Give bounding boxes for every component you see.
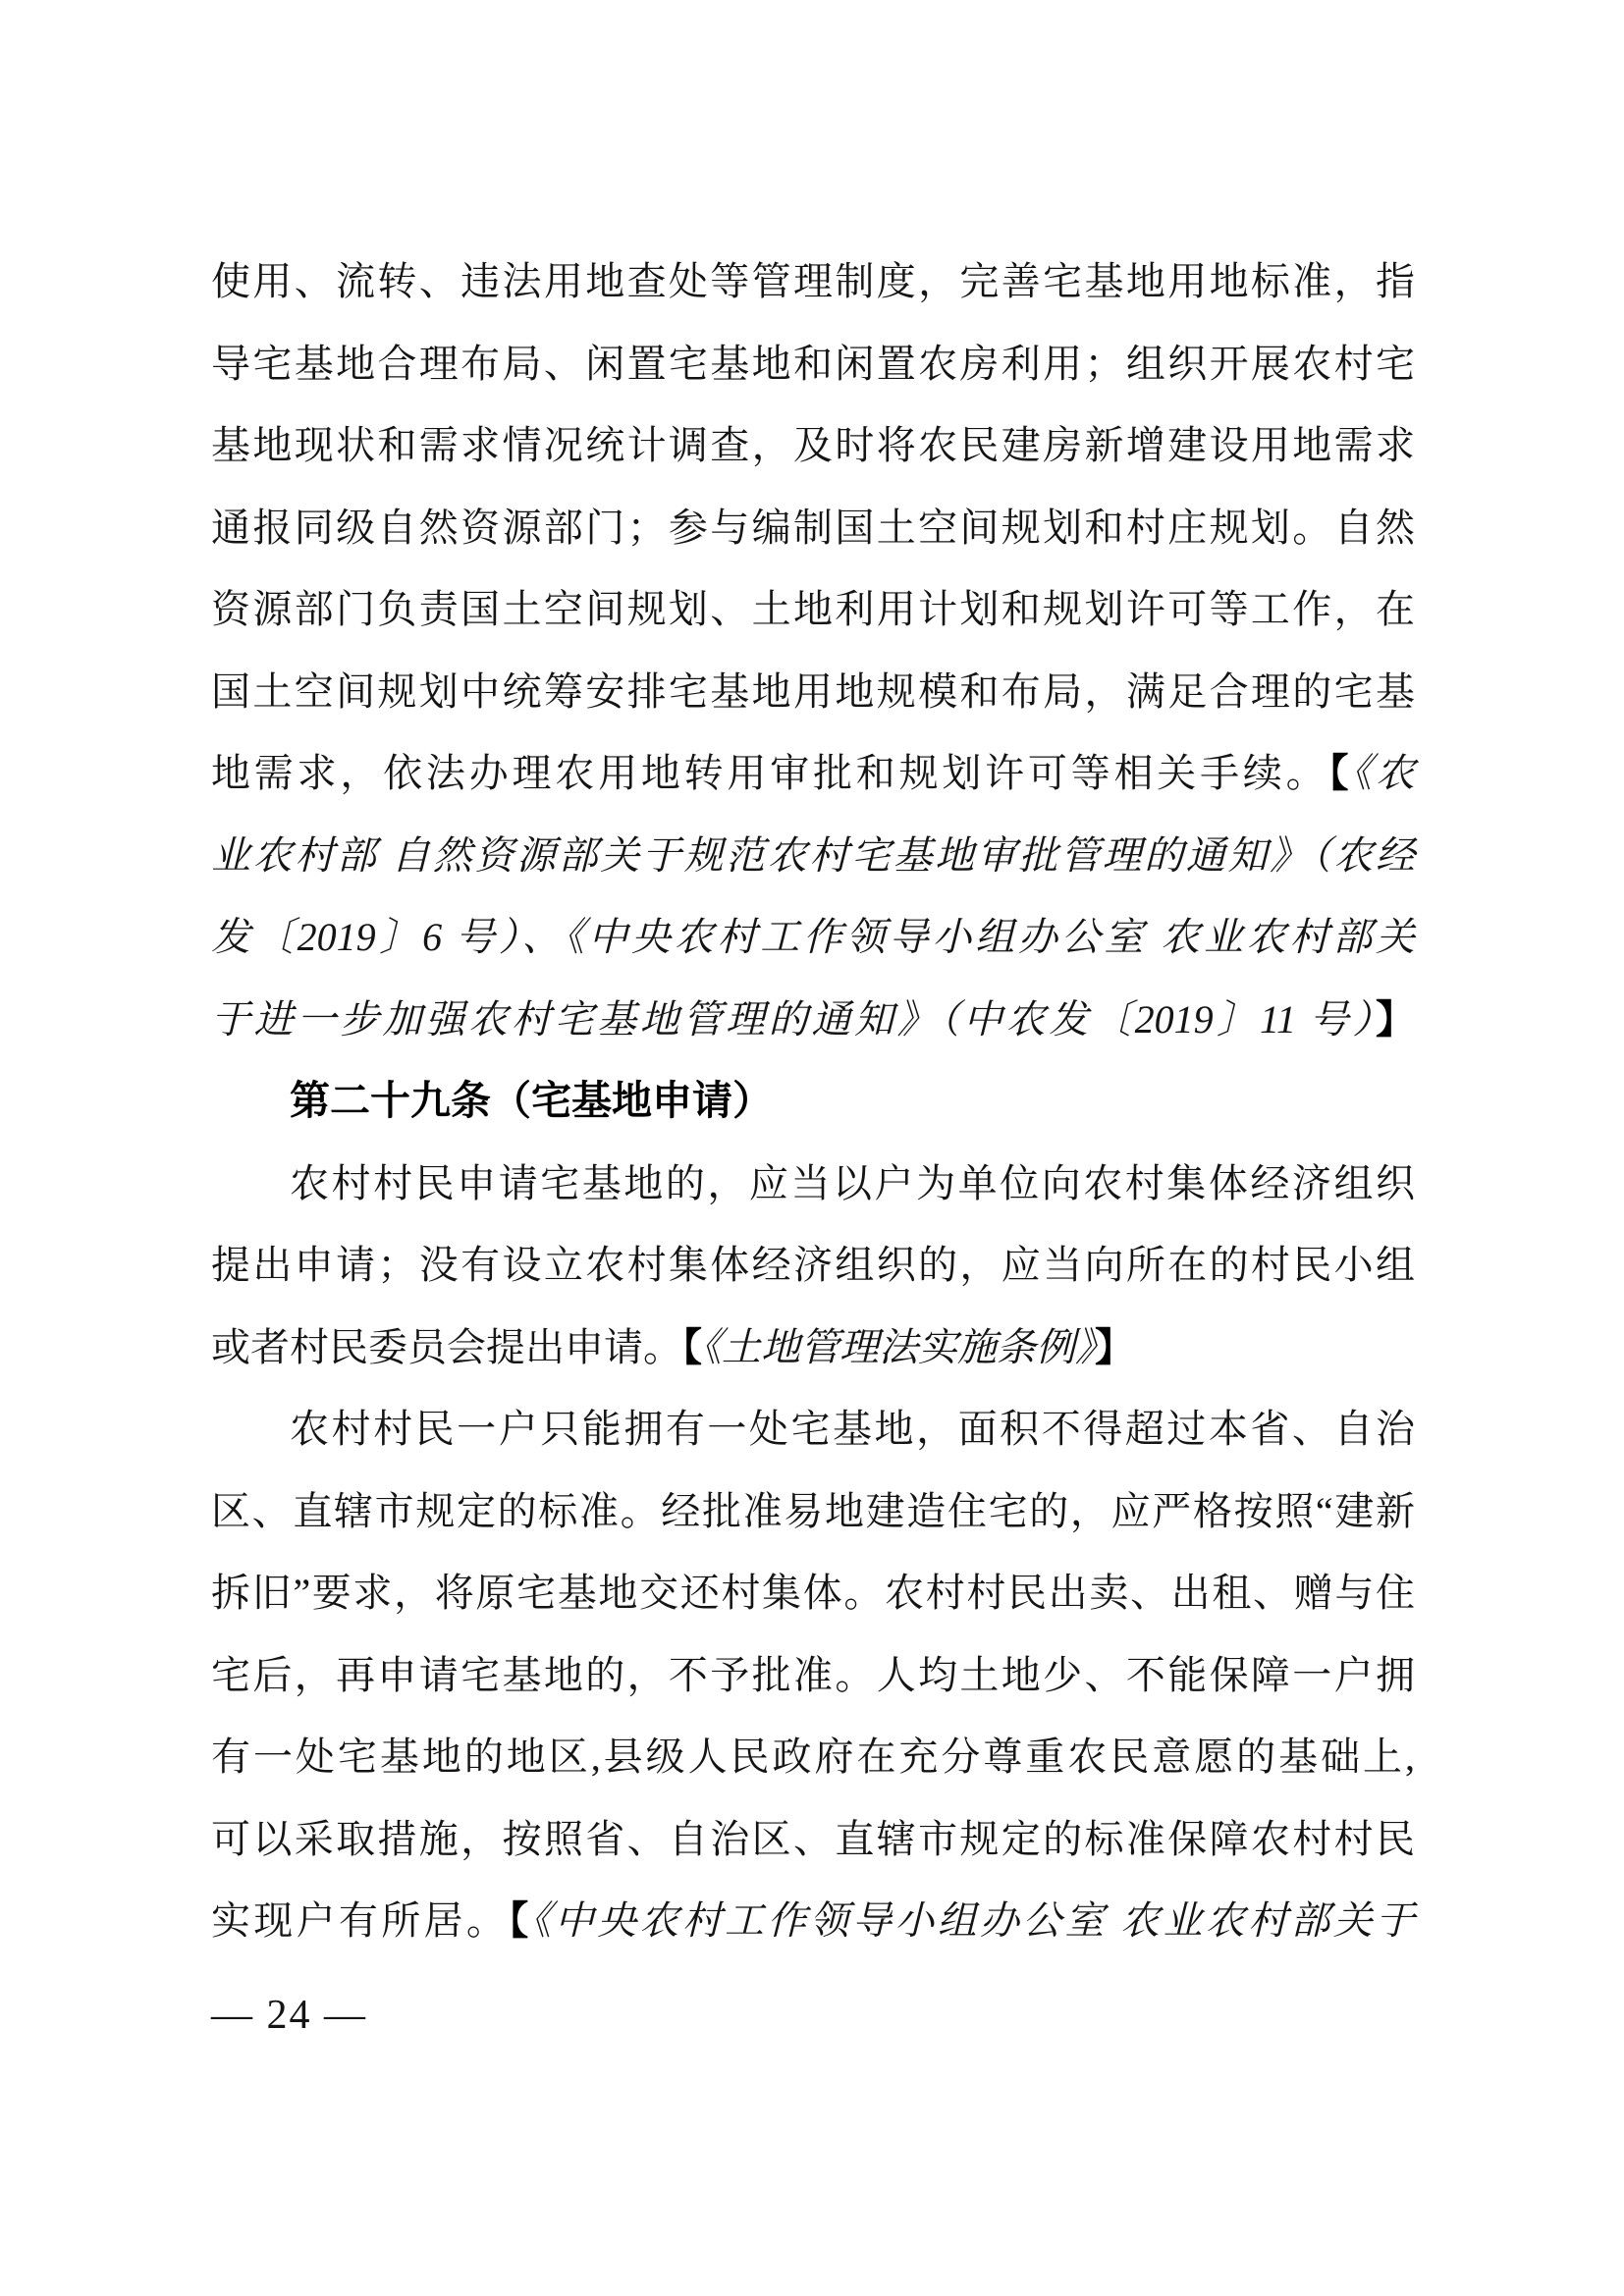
text-line [211, 568, 1415, 651]
body-text: 资源部门负责国土空间规划、土地利用计划和规划许可等工作，在 [211, 587, 1415, 631]
citation-bracket: 】 [1095, 1324, 1134, 1369]
text-line [211, 1307, 1415, 1389]
citation-text: 业农村部 自然资源部关于规范农村宅基地审批管理的通知》（农经 [211, 832, 1415, 878]
body-text: 实现户有所居。 [211, 1898, 510, 1943]
text-line [211, 1143, 1415, 1225]
body-text: 区、直辖市规定的标准。经批准易地建造住宅的，应严格按照“建新 [211, 1488, 1415, 1533]
body-text: 国土空间规划中统筹安排宅基地用地规模和布局，满足合理的宅基 [211, 668, 1415, 714]
text-line [211, 404, 1415, 487]
text-line [211, 1798, 1415, 1881]
citation-text: 《中央农村工作领导小组办公室 农业农村部关于 [531, 1898, 1416, 1943]
body-text: 拆旧”要求，将原宅基地交还村集体。农村村民出卖、出租、赠与住 [211, 1571, 1415, 1615]
body-text: 使用、流转、违法用地查处等管理制度，完善宅基地用地标准，指 [211, 259, 1415, 303]
body-text: 导宅基地合理布局、闲置宅基地和闲置农房利用；组织开展农村宅 [211, 341, 1415, 386]
citation-bracket: 【 [682, 1324, 702, 1369]
body-text: 有一处宅基地的地区,县级人民政府在充分尊重农民意愿的基础上, [211, 1735, 1415, 1779]
body-text: 第二十九条（宅基地申请） [290, 1078, 773, 1123]
text-line [211, 1716, 1415, 1798]
text-line [211, 1880, 1415, 1962]
body-text: 地需求，依法办理农用地转用审批和规划许可等相关手续。 [211, 751, 1329, 795]
body-text: 提出申请；没有设立农村集体经济组织的，应当向所在的村民小组 [211, 1243, 1415, 1287]
text-line [211, 815, 1415, 897]
page-number: — 24 — [211, 1993, 367, 2038]
document-body [211, 240, 1415, 1962]
text-line [211, 240, 1415, 323]
article-heading [211, 1060, 1415, 1143]
text-line [211, 487, 1415, 569]
citation-text: 于进一步加强农村宅基地管理的通知》（中农发〔2019〕11 号） [211, 996, 1376, 1041]
citation-bracket: 【 [1328, 751, 1353, 795]
text-line [211, 1224, 1415, 1307]
citation-text: 《农 [1352, 751, 1416, 795]
citation-bracket: 】 [1376, 996, 1415, 1041]
citation-text: 《土地管理法实施条例》 [702, 1324, 1095, 1369]
text-line [211, 323, 1415, 405]
text-line [211, 1470, 1415, 1553]
body-text: 可以采取措施，按照省、自治区、直辖市规定的标准保障农村村民 [211, 1816, 1415, 1861]
body-text: 宅后，再申请宅基地的，不予批准。人均土地少、不能保障一户拥 [211, 1652, 1415, 1697]
text-line [211, 1388, 1415, 1470]
text-line [211, 896, 1415, 979]
text-line [211, 979, 1415, 1061]
citation-bracket: 【 [509, 1898, 532, 1943]
text-line [211, 1634, 1415, 1717]
body-text: 或者村民委员会提出申请。 [211, 1324, 682, 1369]
body-text: 基地现状和需求情况统计调查，及时将农民建房新增建设用地需求 [211, 423, 1415, 467]
body-text: 通报同级自然资源部门；参与编制国土空间规划和村庄规划。自然 [211, 505, 1415, 550]
text-line [211, 732, 1415, 815]
body-text: 农村村民一户只能拥有一处宅基地，面积不得超过本省、自治 [290, 1407, 1415, 1451]
body-text: 农村村民申请宅基地的，应当以户为单位向农村集体经济组织 [290, 1160, 1415, 1205]
text-line [211, 651, 1415, 733]
text-line [211, 1552, 1415, 1634]
citation-text: 发〔2019〕6 号）、《中央农村工作领导小组办公室 农业农村部关 [211, 915, 1415, 959]
